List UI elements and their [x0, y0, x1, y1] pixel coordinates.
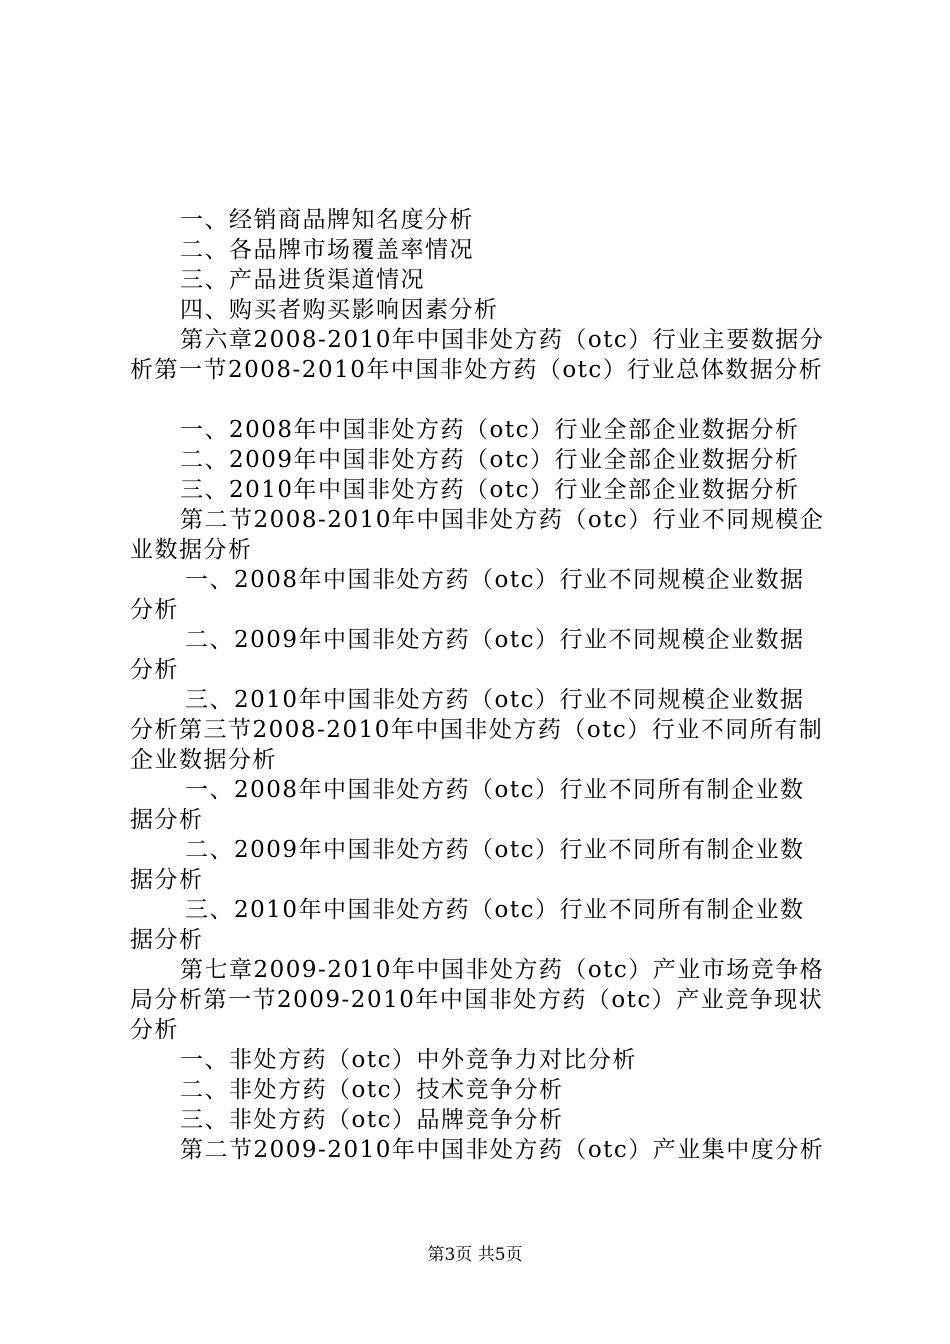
text-line: 三、非处方药（otc）品牌竞争分析 — [180, 1107, 564, 1133]
text-line: 分析 — [130, 1017, 179, 1043]
text-line: 二、非处方药（otc）技术竞争分析 — [180, 1077, 564, 1103]
text-line: 据分析 — [130, 807, 204, 833]
text-line: 分析 — [130, 597, 179, 623]
text-line: 三、2010年中国非处方药（otc）行业不同所有制企业数 — [185, 897, 805, 923]
text-line: 二、2009年中国非处方药（otc）行业全部企业数据分析 — [180, 447, 800, 473]
text-line: 四、购买者购买影响因素分析 — [180, 297, 499, 323]
text-line: 二、2009年中国非处方药（otc）行业不同所有制企业数 — [185, 837, 805, 863]
section-heading: 第二节2008-2010年中国非处方药（otc）行业不同规模企 — [180, 507, 825, 533]
chapter-heading: 第七章2009-2010年中国非处方药（otc）产业市场竞争格 — [180, 957, 825, 983]
text-line: 一、2008年中国非处方药（otc）行业不同规模企业数据 — [185, 567, 805, 593]
text-line: 析第一节2008-2010年中国非处方药（otc）行业总体数据分析 — [130, 357, 824, 383]
text-line: 一、2008年中国非处方药（otc）行业全部企业数据分析 — [180, 417, 800, 443]
text-line: 一、2008年中国非处方药（otc）行业不同所有制企业数 — [185, 777, 805, 803]
text-line: 二、2009年中国非处方药（otc）行业不同规模企业数据 — [185, 627, 805, 653]
chapter-heading: 第六章2008-2010年中国非处方药（otc）行业主要数据分 — [180, 327, 825, 353]
text-line: 一、经销商品牌知名度分析 — [180, 207, 474, 233]
text-line: 三、2010年中国非处方药（otc）行业全部企业数据分析 — [180, 477, 800, 503]
text-line: 企业数据分析 — [130, 747, 277, 773]
text-line: 据分析 — [130, 867, 204, 893]
text-line: 局分析第一节2009-2010年中国非处方药（otc）产业竞争现状 — [130, 987, 824, 1013]
page-number-footer: 第3页 共5页 — [427, 1245, 523, 1265]
text-line: 一、非处方药（otc）中外竞争力对比分析 — [180, 1047, 637, 1073]
text-line: 据分析 — [130, 927, 204, 953]
section-heading: 第二节2009-2010年中国非处方药（otc）产业集中度分析 — [180, 1137, 825, 1163]
text-line: 业数据分析 — [130, 537, 253, 563]
text-line: 分析第三节2008-2010年中国非处方药（otc）行业不同所有制 — [130, 717, 824, 743]
text-line: 三、产品进货渠道情况 — [180, 267, 425, 293]
text-line: 分析 — [130, 657, 179, 683]
document-body — [130, 205, 832, 1165]
text-line: 三、2010年中国非处方药（otc）行业不同规模企业数据 — [185, 687, 805, 713]
blank-line — [130, 385, 832, 415]
text-line: 二、各品牌市场覆盖率情况 — [180, 237, 474, 263]
